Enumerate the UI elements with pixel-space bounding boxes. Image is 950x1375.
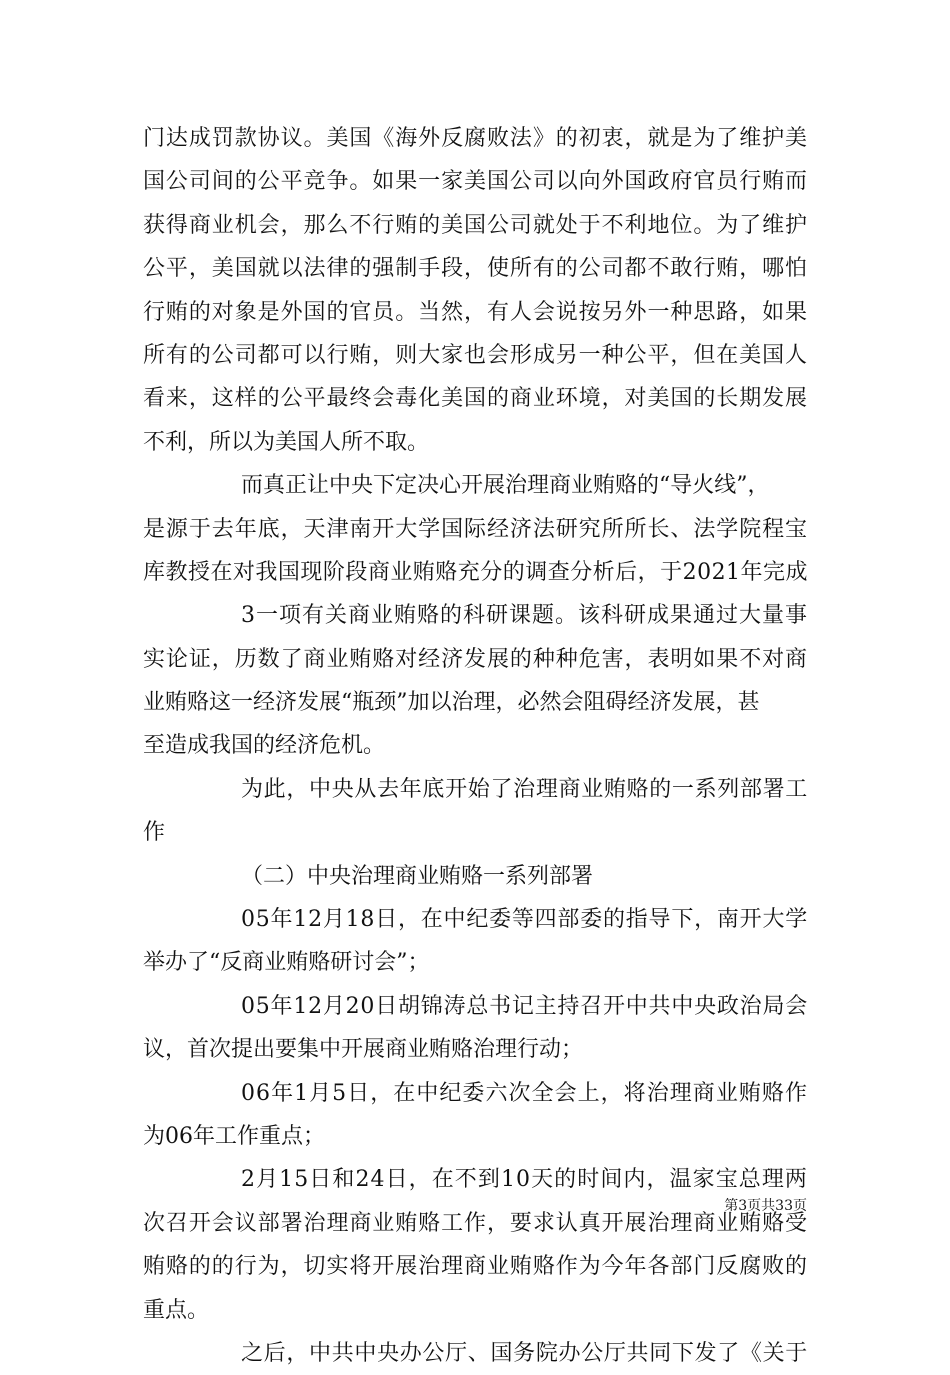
- text-line: （二）中央治理商业贿赂一系列部署: [241, 863, 594, 889]
- text-line: 2月15日和24日，在不到10天的时间内，温家宝总理两: [241, 1167, 808, 1193]
- text-line: 05年12月18日，在中纪委等四部委的指导下，南开大学: [241, 907, 808, 933]
- text-line: 看来，这样的公平最终会毒化美国的商业环境，对美国的长期发展: [143, 386, 808, 412]
- text-line: 为06年工作重点；: [143, 1123, 325, 1149]
- text-line: 门达成罚款协议。美国《海外反腐败法》的初衷，就是为了维护美: [143, 126, 808, 151]
- text-line: 实论证，历数了商业贿赂对经济发展的种种危害，表明如果不对商: [143, 646, 808, 672]
- text-line: 行贿的对象是外国的官员。当然，有人会说按另外一种思路，如果: [143, 299, 808, 325]
- page-number-footer: 第3页共33页: [724, 1198, 807, 1214]
- text-line: 国公司间的公平竞争。如果一家美国公司以向外国政府官员行贿而: [143, 169, 808, 195]
- text-line: 议，首次提出要集中开展商业贿赂治理行动；: [143, 1037, 584, 1063]
- text-line: 之后，中共中央办公厅、国务院办公厅共同下发了《关于: [241, 1340, 808, 1366]
- text-line: 至造成我国的经济危机。: [143, 733, 386, 759]
- text-line: 05年12月20日胡锦涛总书记主持召开中共中央政治局会: [241, 993, 808, 1019]
- text-line: 重点。: [143, 1297, 210, 1323]
- text-line: 贿赂的的行为，切实将开展治理商业贿赂作为今年各部门反腐败的: [143, 1254, 808, 1280]
- text-line: 获得商业机会，那么不行贿的美国公司就处于不利地位。为了维护: [143, 212, 808, 238]
- text-line: 不利，所以为美国人所不取。: [143, 429, 430, 455]
- text-line: 而真正让中央下定决心开展治理商业贿赂的“导火线”，: [241, 473, 770, 499]
- text-line: 所有的公司都可以行贿，则大家也会形成另一种公平，但在美国人: [143, 342, 808, 368]
- text-line: 库教授在对我国现阶段商业贿赂充分的调查分析后，于2021年完成: [143, 559, 808, 585]
- text-line: 举办了“反商业贿赂研讨会”；: [143, 950, 430, 976]
- text-line: 公平，美国就以法律的强制手段，使所有的公司都不敢行贿，哪怕: [143, 256, 808, 282]
- text-line: 次召开会议部署治理商业贿赂工作，要求认真开展治理商业贿赂受: [143, 1210, 808, 1236]
- text-line: 3一项有关商业贿赂的科研课题。该科研成果通过大量事: [241, 603, 808, 629]
- text-line: 是源于去年底，天津南开大学国际经济法研究所所长、法学院程宝: [143, 516, 808, 542]
- text-line: 为此，中央从去年底开始了治理商业贿赂的一系列部署工: [241, 776, 808, 802]
- document-body: [143, 117, 808, 1375]
- text-line: 业贿赂这一经济发展“瓶颈”加以治理，必然会阻碍经济发展，甚: [143, 690, 760, 716]
- text-line: 作: [143, 820, 166, 846]
- text-line: 06年1月5日，在中纪委六次全会上，将治理商业贿赂作: [241, 1080, 808, 1106]
